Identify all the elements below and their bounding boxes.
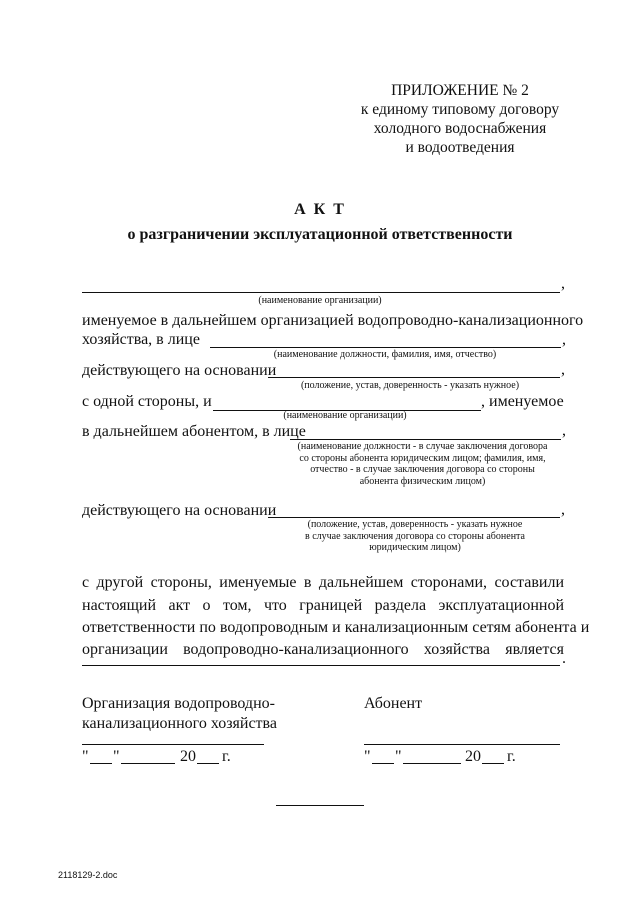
appendix-line-2: холодного водоснабжения <box>373 120 547 137</box>
date-right-year-prefix: 20 <box>465 748 481 765</box>
appendix-line-3: и водоотведения <box>405 139 515 156</box>
person-line[interactable] <box>210 347 561 348</box>
date-right-year-line[interactable] <box>482 763 504 764</box>
appendix-block <box>340 81 580 157</box>
hint-person: (наименование должности, фамилия, имя, отчество) <box>273 349 497 360</box>
date-left-year-suffix: г. <box>222 748 231 765</box>
sig-left-label-1: Организация водопроводно- <box>82 695 275 712</box>
date-left-month-line[interactable] <box>121 763 175 764</box>
sig-left-line[interactable] <box>82 744 264 745</box>
date-left-year-line[interactable] <box>197 763 219 764</box>
hint-subscriber-line-4: абонента физическим лицом) <box>359 475 486 487</box>
date-left-open-quote: " <box>82 748 89 765</box>
doc-id: 2118129-2.doc <box>58 870 118 880</box>
date-right-open-quote: " <box>364 748 371 765</box>
date-left-day-line[interactable] <box>90 763 112 764</box>
date-left-year-prefix: 20 <box>180 748 196 765</box>
hint-subscriber-line-2: со стороны абонента юридическим лицом; фамилия, имя, <box>299 452 546 464</box>
hint-basis-2 <box>270 519 560 554</box>
body-line-3: ответственности по водопроводным и канализационным сетям абонента и <box>82 619 590 636</box>
named-as-text: именуемое в дальнейшем организацией водопроводно-канализационного <box>82 312 584 329</box>
hint-basis-2-line-3: юридическим лицом) <box>369 542 461 553</box>
hint-subscriber-line-1: (наименование должности - в случае заключения договора <box>297 441 548 452</box>
label-subscriber: в дальнейшем абонентом, в лице <box>82 423 306 440</box>
date-left-close-quote: " <box>113 748 120 765</box>
comma: , <box>562 422 566 439</box>
label-named-2: , именуемое <box>481 393 564 410</box>
body-line-4: организации водопроводно-канализационного хозяйства является <box>82 641 564 658</box>
label-one-side: с одной стороны, и <box>82 393 212 410</box>
hint-subscriber <box>280 441 565 487</box>
basis-2-line[interactable] <box>268 517 560 518</box>
document-title: А К Т <box>294 201 346 218</box>
document-subtitle: о разграничении эксплуатационной ответственности <box>127 226 513 243</box>
date-right-month-line[interactable] <box>403 763 461 764</box>
sig-right-line[interactable] <box>364 744 560 745</box>
org-name-line[interactable] <box>82 292 560 293</box>
subscriber-line[interactable] <box>290 439 561 440</box>
hint-org-name: (наименование организации) <box>258 295 382 306</box>
label-basis-2: действующего на основании <box>82 502 277 519</box>
body-line-1: с другой стороны, именуемые в дальнейшем сторонами, составили <box>82 574 564 591</box>
date-right-year-suffix: г. <box>507 748 516 765</box>
label-basis-1: действующего на основании <box>82 362 277 379</box>
period: . <box>562 650 566 667</box>
comma: , <box>561 501 565 518</box>
hint-basis-2-line-2: в случае заключения договора со стороны абонента <box>305 530 525 542</box>
boundary-line[interactable] <box>82 665 560 666</box>
hint-basis-1: (положение, устав, доверенность - указать нужное) <box>300 380 520 391</box>
appendix-number: ПРИЛОЖЕНИЕ № 2 <box>391 82 529 99</box>
date-right-close-quote: " <box>395 748 402 765</box>
comma: , <box>561 275 565 292</box>
body-line-2: настоящий акт о том, что границей раздела эксплуатационной <box>82 597 564 614</box>
basis-1-line[interactable] <box>268 377 560 378</box>
date-right-day-line[interactable] <box>372 763 394 764</box>
bottom-separator <box>276 805 364 806</box>
label-in-person: хозяйства, в лице <box>82 331 200 348</box>
comma: , <box>562 331 566 348</box>
hint-subscriber-line-3: отчество - в случае заключения договора со стороны <box>310 464 535 475</box>
sig-left-label-2: канализационного хозяйства <box>82 715 277 732</box>
hint-basis-2-line-1: (положение, устав, доверенность - указать нужное <box>307 519 523 530</box>
hint-org-2: (наименование организации) <box>283 410 407 421</box>
appendix-line-1: к единому типовому договору <box>360 101 560 118</box>
sig-right-label: Абонент <box>364 695 423 712</box>
comma: , <box>561 361 565 378</box>
